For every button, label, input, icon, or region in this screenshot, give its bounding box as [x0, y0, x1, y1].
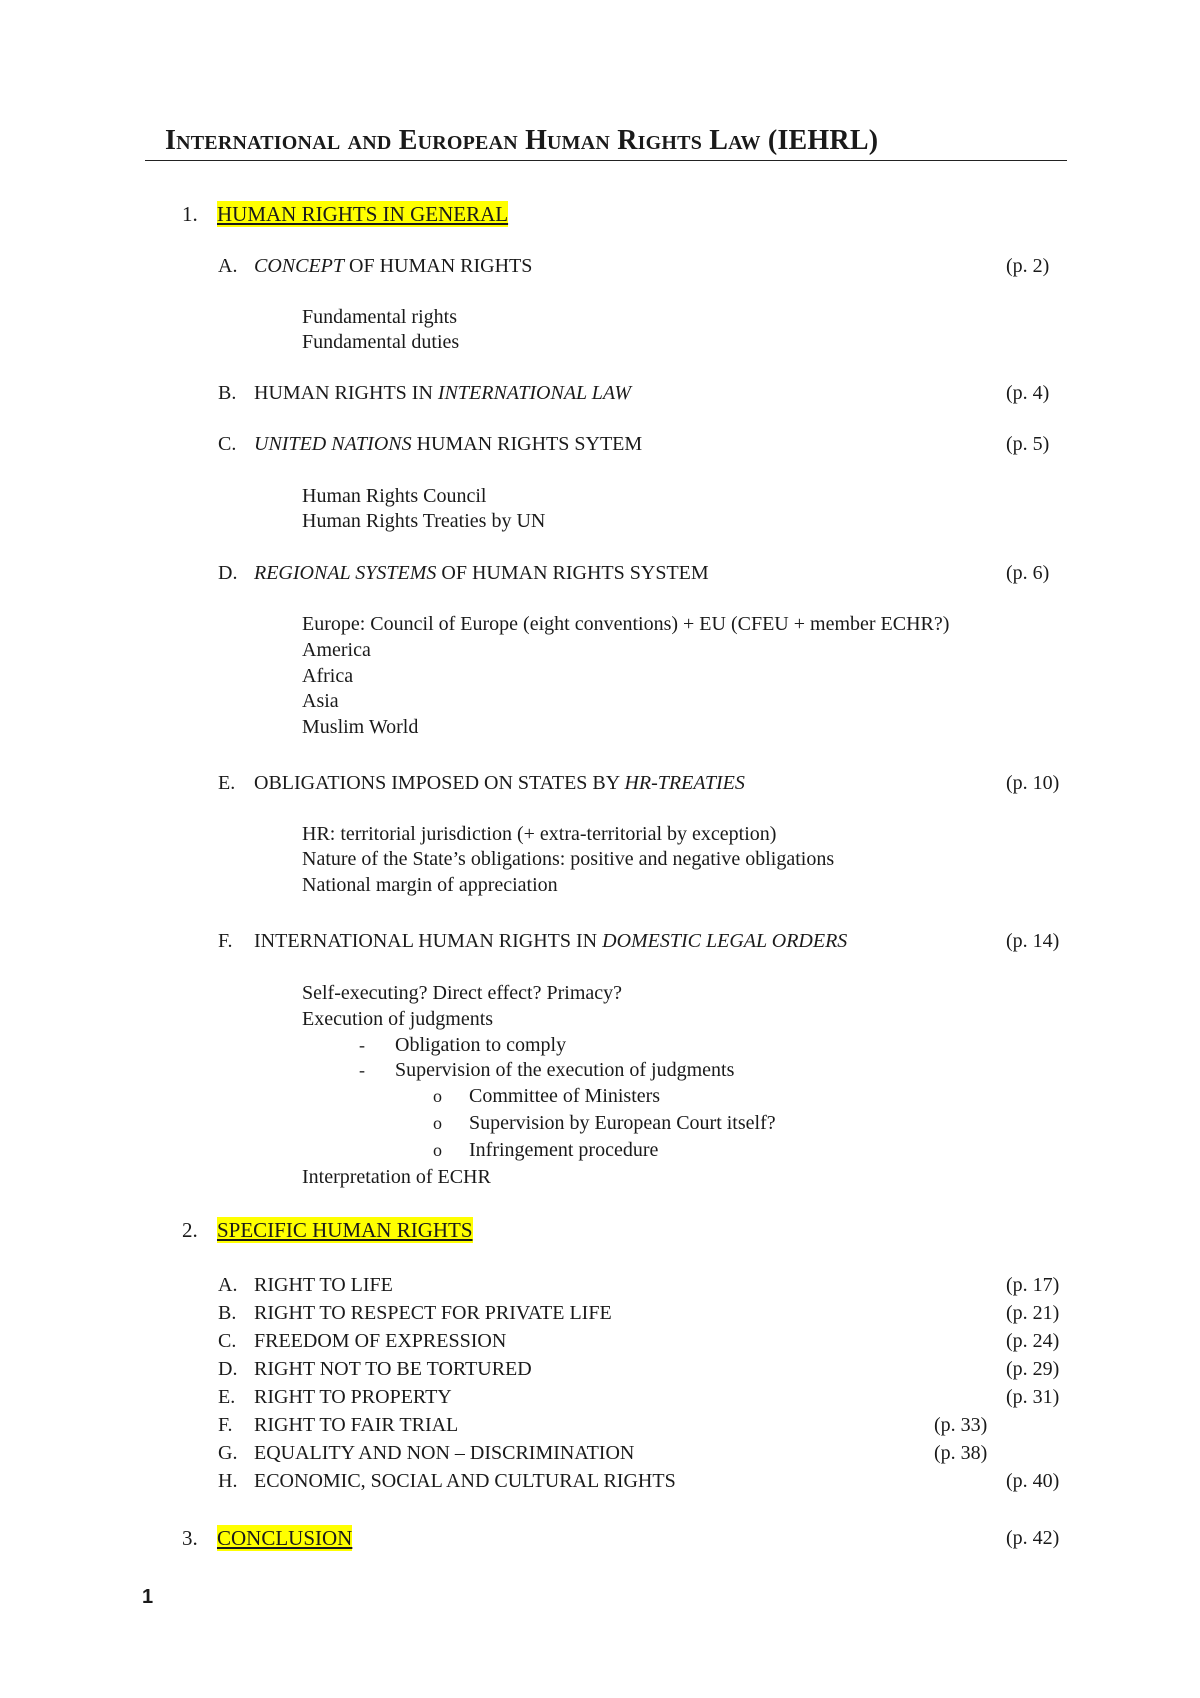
item-1c-heading-italic: UNITED NATIONS [254, 433, 412, 455]
item-1e-heading [254, 771, 745, 795]
item-2g-page-ref: (p. 38) [934, 1442, 988, 1464]
item-1c-page-ref: (p. 5) [1006, 433, 1050, 455]
item-1f-circle-2: Supervision by European Court itself? [469, 1112, 776, 1134]
item-2e-letter: E. [218, 1386, 236, 1408]
item-1b-heading-pre: HUMAN RIGHTS IN [254, 382, 438, 404]
item-1b-letter: B. [218, 382, 237, 404]
dash-bullet: - [359, 1060, 365, 1080]
section-1-number: 1. [182, 202, 198, 226]
section-3-page-ref: (p. 42) [1006, 1527, 1060, 1549]
item-1f-heading-italic: DOMESTIC LEGAL ORDERS [602, 930, 848, 952]
item-1d-heading-italic: REGIONAL SYSTEMS [254, 562, 437, 584]
section-2-title: SPECIFIC HUMAN RIGHTS [217, 1218, 473, 1242]
item-1f-circle-1: Committee of Ministers [469, 1085, 661, 1107]
item-2b-page-ref: (p. 21) [1006, 1302, 1060, 1324]
item-1a-page-ref: (p. 2) [1006, 255, 1050, 277]
item-2f-heading: RIGHT TO FAIR TRIAL [254, 1414, 459, 1436]
item-2e-page-ref: (p. 31) [1006, 1386, 1060, 1408]
item-1e-letter: E. [218, 772, 236, 794]
item-2h-letter: H. [218, 1470, 238, 1492]
document-title: International and European Human Rights Law (IEHRL) [165, 125, 879, 156]
item-1d-sub-4: Asia [302, 690, 339, 712]
section-3-number: 3. [182, 1526, 198, 1550]
circle-bullet: o [433, 1086, 442, 1106]
item-1d-letter: D. [218, 562, 238, 584]
item-2c-heading: FREEDOM OF EXPRESSION [254, 1330, 507, 1352]
item-2f-page-ref: (p. 33) [934, 1414, 988, 1436]
item-1f-heading-pre: INTERNATIONAL HUMAN RIGHTS IN [254, 930, 603, 952]
item-2d-heading: RIGHT NOT TO BE TORTURED [254, 1358, 532, 1380]
item-1d-heading-rest: OF HUMAN RIGHTS SYSTEM [436, 562, 709, 584]
item-1b-heading [254, 381, 631, 405]
item-1a-sub-1: Fundamental rights [302, 306, 457, 328]
item-2d-page-ref: (p. 29) [1006, 1358, 1060, 1380]
item-1c-sub-2: Human Rights Treaties by UN [302, 510, 546, 532]
item-1e-heading-pre: OBLIGATIONS IMPOSED ON STATES BY [254, 772, 625, 794]
circle-bullet: o [433, 1113, 442, 1133]
item-1e-sub-1: HR: territorial jurisdiction (+ extra-territorial by exception) [302, 823, 777, 845]
item-1a-letter: A. [218, 255, 238, 277]
item-2g-letter: G. [218, 1442, 238, 1464]
dash-bullet: - [359, 1035, 365, 1055]
item-1c-heading [254, 432, 642, 456]
item-2f-letter: F. [218, 1414, 233, 1436]
item-1c-letter: C. [218, 433, 237, 455]
item-1d-sub-5: Muslim World [302, 716, 419, 738]
item-1f-heading [254, 929, 847, 953]
item-2c-page-ref: (p. 24) [1006, 1330, 1060, 1352]
item-2b-letter: B. [218, 1302, 237, 1324]
section-3-title: CONCLUSION [217, 1526, 353, 1550]
item-2a-letter: A. [218, 1274, 238, 1296]
item-1e-heading-italic: HR-TREATIES [624, 772, 745, 794]
item-1a-sub-2: Fundamental duties [302, 331, 460, 353]
item-1d-heading [254, 561, 709, 585]
item-2a-heading: RIGHT TO LIFE [254, 1274, 393, 1296]
item-1e-sub-3: National margin of appreciation [302, 874, 558, 896]
item-2b-heading: RIGHT TO RESPECT FOR PRIVATE LIFE [254, 1302, 612, 1324]
item-1a-heading-italic: CONCEPT [254, 255, 345, 277]
item-2h-heading: ECONOMIC, SOCIAL AND CULTURAL RIGHTS [254, 1470, 676, 1492]
item-1c-heading-rest: HUMAN RIGHTS SYTEM [411, 433, 643, 455]
item-1d-sub-1: Europe: Council of Europe (eight conventions) + EU (CFEU + member ECHR?) [302, 613, 950, 635]
item-2g-heading: EQUALITY AND NON – DISCRIMINATION [254, 1442, 635, 1464]
page-number: 1 [142, 1586, 154, 1608]
item-2c-letter: C. [218, 1330, 237, 1352]
item-1c-sub-1: Human Rights Council [302, 485, 487, 507]
section-2-number: 2. [182, 1218, 198, 1242]
item-1a-heading-rest: OF HUMAN RIGHTS [344, 255, 533, 277]
item-1f-letter: F. [218, 930, 233, 952]
item-1e-page-ref: (p. 10) [1006, 772, 1060, 794]
item-1d-sub-2: America [302, 639, 371, 661]
item-1f-page-ref: (p. 14) [1006, 930, 1060, 952]
title-underline-rule [145, 160, 1067, 161]
item-2d-letter: D. [218, 1358, 238, 1380]
item-1e-sub-2: Nature of the State’s obligations: positive and negative obligations [302, 848, 835, 870]
item-1b-heading-italic: INTERNATIONAL LAW [437, 382, 632, 404]
item-1f-sub-2: Execution of judgments [302, 1008, 494, 1030]
item-1f-dash-1: Obligation to comply [395, 1034, 567, 1056]
section-1-title: HUMAN RIGHTS IN GENERAL [217, 202, 509, 226]
item-1d-sub-3: Africa [302, 665, 354, 687]
item-2a-page-ref: (p. 17) [1006, 1274, 1060, 1296]
item-2e-heading: RIGHT TO PROPERTY [254, 1386, 452, 1408]
circle-bullet: o [433, 1140, 442, 1160]
item-1f-sub-1: Self-executing? Direct effect? Primacy? [302, 982, 623, 1004]
item-1a-heading [254, 254, 532, 278]
item-1f-dash-2: Supervision of the execution of judgments [395, 1059, 735, 1081]
item-1b-page-ref: (p. 4) [1006, 382, 1050, 404]
item-2h-page-ref: (p. 40) [1006, 1470, 1060, 1492]
item-1f-sub-after: Interpretation of ECHR [302, 1166, 491, 1188]
item-1d-page-ref: (p. 6) [1006, 562, 1050, 584]
item-1f-circle-3: Infringement procedure [469, 1139, 659, 1161]
